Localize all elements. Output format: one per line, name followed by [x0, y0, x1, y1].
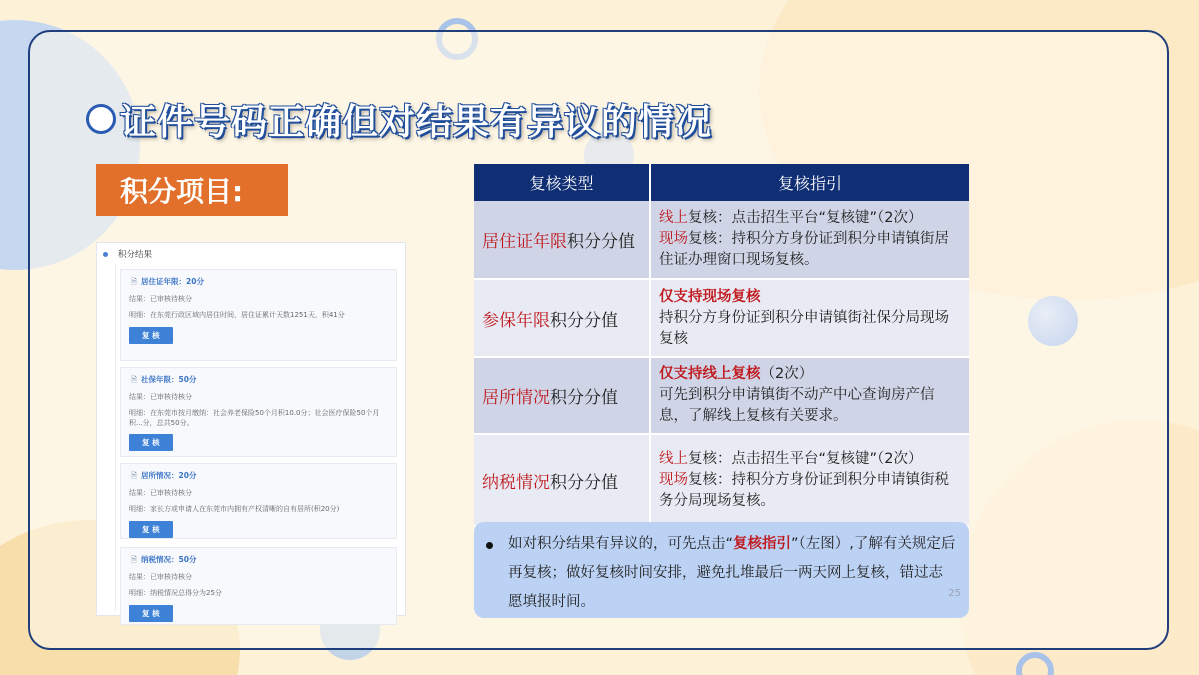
score-card-social-insurance — [120, 367, 397, 457]
review-type-highlight: 居所情况 — [482, 388, 550, 408]
score-card-title: 🗎 社保年限：50分 — [131, 374, 388, 387]
table-row — [474, 434, 969, 526]
note-text-before: 如对积分结果有异议的，可先点击“ — [508, 536, 734, 552]
onsite-text: 复核：持积分方身份证到积分申请镇街居住证办理窗口现场复核。 — [659, 231, 949, 268]
column-header-review-type: 复核类型 — [474, 164, 650, 201]
review-button[interactable]: 复 核 — [129, 327, 173, 344]
review-guide-text: 持积分方身份证到积分申请镇街社保分局现场复核 — [659, 309, 949, 347]
review-button[interactable]: 复 核 — [129, 434, 173, 451]
review-button[interactable]: 复 核 — [129, 605, 173, 622]
review-guide-cell — [650, 201, 969, 279]
slide-title: 证件号码正确但对结果有异议的情况 — [120, 101, 713, 143]
onsite-text: 复核：持积分方身份证到积分申请镇街税务分局现场复核。 — [659, 471, 949, 509]
score-panel-header — [97, 243, 405, 265]
score-card-tax — [120, 547, 397, 625]
review-type-highlight: 参保年限 — [482, 310, 550, 331]
score-card-result: 结果：已审核待核分 — [129, 393, 192, 401]
review-mode-suffix: （2次） — [760, 366, 814, 382]
score-result-panel — [96, 242, 406, 616]
online-text: 复核：点击招生平台“复核键”（2次） — [688, 450, 923, 467]
review-guide-table — [474, 164, 969, 527]
score-card-residence — [120, 463, 397, 539]
note-highlight: 复核指引 — [733, 536, 792, 552]
review-mode-emphasis: 仅支持线上复核 — [659, 366, 761, 382]
review-mode-emphasis: 仅支持现场复核 — [659, 288, 761, 305]
review-guide-cell — [650, 434, 969, 526]
score-card-result: 结果：已审核待核分 — [129, 573, 192, 581]
page-number: 25 — [948, 588, 961, 599]
online-text: 复核：点击招生平台“复核键”（2次） — [688, 210, 923, 226]
note-box — [474, 522, 969, 618]
title-bullet-icon — [86, 104, 116, 134]
score-card-title: 🗎 居住证年限：20分 — [131, 276, 388, 289]
review-guide-text: 可先到积分申请镇街不动产中心查询房产信息，了解线上复核有关要求。 — [659, 387, 935, 424]
table-row — [474, 279, 969, 357]
review-guide-cell — [650, 279, 969, 357]
bullet-icon — [486, 542, 493, 549]
score-panel-title: 积分结果 — [118, 250, 153, 260]
review-type-suffix: 积分分值 — [550, 472, 618, 493]
review-type-cell — [474, 434, 650, 526]
review-type-cell — [474, 357, 650, 434]
online-label: 线上 — [659, 450, 688, 467]
review-type-suffix: 积分分值 — [567, 232, 635, 252]
review-type-highlight: 纳税情况 — [482, 472, 550, 493]
review-guide-cell — [650, 357, 969, 434]
review-button[interactable]: 复 核 — [129, 521, 173, 538]
score-card-detail: 明细：家长方或申请人在东莞市内拥有产权清晰的自有居所(积20分) — [129, 504, 340, 513]
dot-icon — [103, 252, 108, 257]
review-type-cell — [474, 279, 650, 357]
note-text-after: ”（左图）,了解有关规定后再复核；做好复核时间安排，避免扎堆最后一两天网上复核，错过志愿填报时间。 — [508, 536, 956, 610]
online-label: 线上 — [659, 210, 688, 226]
score-card-result: 结果：已审核待核分 — [129, 295, 192, 303]
score-card-detail: 明细：在东莞市按月缴纳：社会养老保险50个月积10.0分；社会医疗保险50个月积...分，总共50分。 — [129, 408, 380, 427]
score-card-detail: 明细：纳税情况总得分为25分 — [129, 588, 222, 597]
review-type-cell — [474, 201, 650, 279]
onsite-label: 现场 — [659, 471, 688, 488]
score-card-result: 结果：已审核待核分 — [129, 489, 192, 497]
table-row — [474, 357, 969, 434]
score-panel-body — [115, 265, 401, 618]
review-type-suffix: 积分分值 — [550, 310, 618, 331]
score-card-title: 🗎 纳税情况：50分 — [131, 554, 388, 567]
onsite-label: 现场 — [659, 231, 688, 247]
slide-title-row — [86, 94, 712, 144]
score-card-detail: 明细：在东莞行政区域内居住时间，居住证累计天数1251天，积41分 — [129, 310, 345, 319]
table-row — [474, 201, 969, 279]
table-header-row — [474, 164, 969, 201]
score-card-title: 🗎 居所情况：20分 — [131, 470, 388, 483]
score-card-residence-permit — [120, 269, 397, 361]
review-type-suffix: 积分分值 — [550, 388, 618, 408]
review-type-highlight: 居住证年限 — [482, 232, 567, 252]
column-header-review-guide: 复核指引 — [650, 164, 969, 201]
section-label: 积分项目: — [96, 164, 288, 216]
